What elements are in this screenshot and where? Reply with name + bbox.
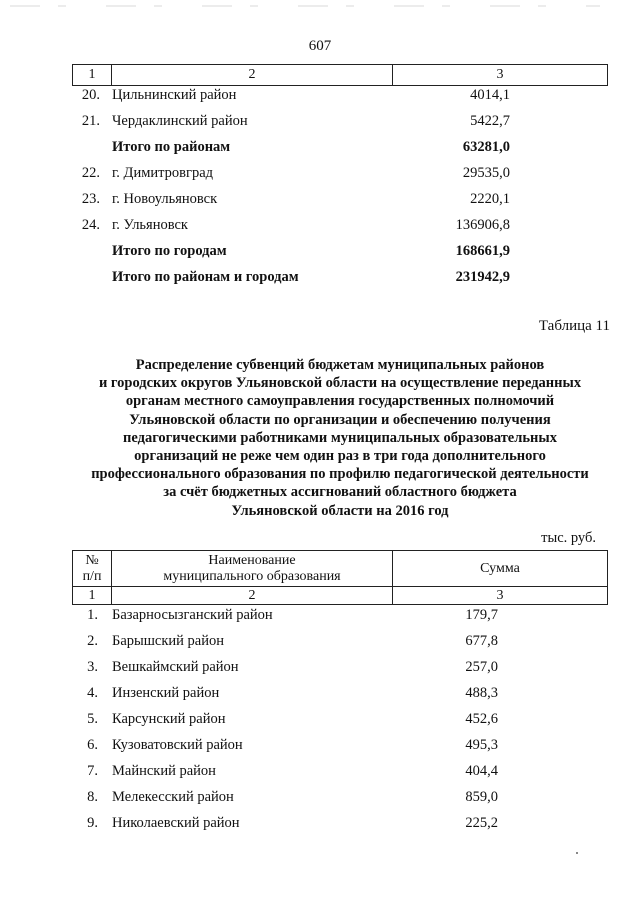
index-col3: 3 bbox=[393, 587, 608, 605]
table-row bbox=[0, 87, 640, 109]
row-value: 4014,1 bbox=[470, 87, 510, 103]
row-value: 63281,0 bbox=[462, 139, 510, 155]
col-name-header-line1: Наименование bbox=[208, 552, 296, 568]
row-number: 24. bbox=[81, 217, 100, 233]
total-row bbox=[0, 269, 640, 291]
row-name: Кузоватовский район bbox=[112, 737, 243, 753]
scan-speck bbox=[576, 852, 578, 854]
table-row bbox=[0, 815, 640, 837]
table-row bbox=[0, 633, 640, 655]
title-line: педагогическими работниками муниципальных образовательных bbox=[123, 429, 557, 446]
col-number-header-line1: № bbox=[85, 552, 99, 568]
row-value: 5422,7 bbox=[470, 113, 510, 129]
col-number-header-line2: п/п bbox=[82, 568, 102, 584]
row-number: 8. bbox=[87, 789, 98, 805]
row-value: 225,2 bbox=[465, 815, 498, 831]
row-value: 452,6 bbox=[465, 711, 498, 727]
table-row bbox=[0, 659, 640, 681]
table-row bbox=[0, 737, 640, 759]
title-line: за счёт бюджетных ассигнований областного бюджета bbox=[163, 484, 517, 501]
row-value: 136906,8 bbox=[455, 217, 510, 233]
row-name: Базарносызганский район bbox=[112, 607, 273, 623]
table-row bbox=[0, 685, 640, 707]
row-value: 257,0 bbox=[465, 659, 498, 675]
top-header-col2: 2 bbox=[112, 65, 393, 86]
row-name: Инзенский район bbox=[112, 685, 220, 701]
row-number: 22. bbox=[81, 165, 100, 181]
col-name-header-line2: муниципального образования bbox=[163, 568, 341, 584]
row-value: 488,3 bbox=[465, 685, 498, 701]
table-row bbox=[0, 763, 640, 785]
top-header-col3: 3 bbox=[393, 65, 608, 86]
table-row bbox=[0, 711, 640, 733]
top-header-col1: 1 bbox=[73, 65, 112, 86]
row-number: 7. bbox=[87, 763, 98, 779]
row-number: 9. bbox=[87, 815, 98, 831]
table-row bbox=[0, 165, 640, 187]
row-value: 859,0 bbox=[465, 789, 498, 805]
col-sum-header: Сумма bbox=[393, 551, 608, 587]
title-line: органам местного самоуправления государственных полномочий bbox=[125, 393, 555, 410]
row-value: 495,3 bbox=[465, 737, 498, 753]
row-name: Барышский район bbox=[112, 633, 224, 649]
row-name: Цильнинский район bbox=[112, 87, 237, 103]
table11-header bbox=[72, 550, 608, 605]
row-number: 4. bbox=[87, 685, 98, 701]
page-number: 607 bbox=[308, 38, 332, 54]
row-value: 179,7 bbox=[465, 607, 498, 623]
col-number-header bbox=[73, 551, 112, 587]
subtotal-row bbox=[0, 139, 640, 161]
row-name: Чердаклинский район bbox=[112, 113, 248, 129]
index-col2: 2 bbox=[112, 587, 393, 605]
subtotal-row bbox=[0, 243, 640, 265]
title-line: и городских округов Ульяновской области на осуществление переданных bbox=[98, 375, 582, 392]
title-line: организаций не реже чем один раз в три года дополнительного bbox=[134, 448, 546, 465]
row-number: 2. bbox=[87, 633, 98, 649]
row-name: Итого по районам bbox=[112, 139, 231, 155]
title-line: Ульяновской области на 2016 год bbox=[231, 502, 449, 519]
row-name: Карсунский район bbox=[112, 711, 226, 727]
scan-artifact-top bbox=[0, 0, 640, 14]
row-name: Майнский район bbox=[112, 763, 216, 779]
row-name: Вешкаймский район bbox=[112, 659, 239, 675]
table-row bbox=[0, 217, 640, 239]
row-number: 20. bbox=[81, 87, 100, 103]
row-number: 6. bbox=[87, 737, 98, 753]
table-row bbox=[0, 191, 640, 213]
row-number: 23. bbox=[81, 191, 100, 207]
row-number: 1. bbox=[87, 607, 98, 623]
row-name: Итого по городам bbox=[112, 243, 227, 259]
top-table-header bbox=[72, 64, 608, 86]
row-value: 231942,9 bbox=[455, 269, 510, 285]
table-title bbox=[60, 356, 620, 520]
row-name: Николаевский район bbox=[112, 815, 240, 831]
units-label: тыс. руб. bbox=[541, 530, 596, 546]
row-name: г. Новоульяновск bbox=[112, 191, 218, 207]
row-value: 404,4 bbox=[465, 763, 498, 779]
row-value: 168661,9 bbox=[455, 243, 510, 259]
col-name-header bbox=[112, 551, 393, 587]
row-name: Итого по районам и городам bbox=[112, 269, 299, 285]
title-line: профессионального образования по профилю педагогической деятельности bbox=[91, 466, 589, 483]
title-line: Распределение субвенций бюджетам муниципальных районов bbox=[135, 357, 545, 373]
table-row bbox=[0, 113, 640, 135]
row-value: 29535,0 bbox=[462, 165, 510, 181]
row-value: 2220,1 bbox=[470, 191, 510, 207]
table-row bbox=[0, 607, 640, 629]
row-name: Мелекесский район bbox=[112, 789, 234, 805]
row-name: г. Ульяновск bbox=[112, 217, 188, 233]
index-col1: 1 bbox=[73, 587, 112, 605]
row-name: г. Димитровград bbox=[112, 165, 214, 181]
table-row bbox=[0, 789, 640, 811]
row-number: 5. bbox=[87, 711, 98, 727]
row-value: 677,8 bbox=[465, 633, 498, 649]
row-number: 21. bbox=[81, 113, 100, 129]
title-line: Ульяновской области по организации и обеспечению получения bbox=[129, 411, 551, 428]
table-label: Таблица 11 bbox=[538, 318, 610, 334]
row-number: 3. bbox=[87, 659, 98, 675]
